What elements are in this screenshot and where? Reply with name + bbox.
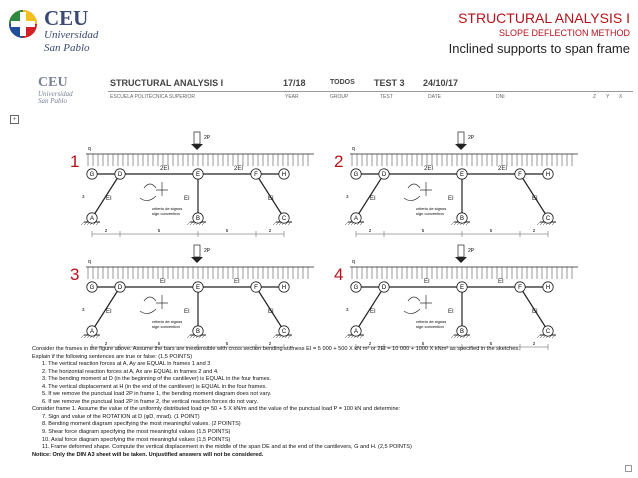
stiffness-label: EI	[106, 196, 112, 202]
exam-x-label: X	[619, 94, 623, 100]
support-hatch	[273, 222, 276, 225]
slide-title: STRUCTURAL ANALYSIS I	[458, 10, 630, 26]
dimension-label: 5	[421, 228, 425, 233]
node-label-C: C	[545, 329, 551, 335]
sign-convention-es: criterio de signos	[416, 206, 447, 211]
exam-test: TEST 3	[374, 78, 405, 88]
dimension-label: 5	[421, 341, 425, 346]
node-label-A: A	[353, 216, 359, 222]
node-label-E: E	[459, 172, 465, 178]
exam-school: ESCUELA POLITÉCNICA SUPERIOR	[110, 94, 196, 100]
question-2: 2. The horizontal reaction forces at A, Ax are EQUAL in frames 2 and 4.	[42, 368, 219, 375]
dimension-label: 5	[157, 228, 161, 233]
support-hatch	[537, 222, 540, 225]
exam-z-label: Z	[593, 94, 597, 100]
frame-number-4: 4	[334, 265, 344, 284]
node-label-A: A	[89, 216, 95, 222]
load-q-label: q	[88, 259, 91, 265]
exam-group-label: GROUP	[330, 94, 349, 100]
question-7: 7. Sign and value of the ROTATION at D (φD, mrad). (1 POINT)	[42, 413, 200, 420]
stiffness-label: 2EI	[160, 166, 170, 172]
org-line2: San Pablo	[44, 41, 90, 54]
frame-1	[78, 130, 348, 242]
stiffness-label: 2EI	[424, 166, 434, 172]
dimension-label: 2	[368, 228, 372, 233]
node-label-E: E	[195, 172, 201, 178]
exam-test-label: TEST	[380, 94, 393, 100]
stiffness-label: EI	[498, 279, 504, 285]
page-indicator-icon[interactable]	[625, 465, 632, 472]
frame-number-2: 2	[334, 152, 344, 171]
support-hatch	[451, 335, 454, 338]
load-q-label: q	[88, 146, 91, 152]
point-load-arrow	[194, 132, 200, 144]
dimension-label: 2	[268, 228, 272, 233]
exam-year: 17/18	[283, 78, 306, 88]
point-load-label: 2P	[204, 135, 211, 141]
frame-sketch	[342, 130, 612, 242]
frame-sketch	[342, 243, 612, 355]
node-label-D: D	[117, 172, 123, 178]
node-label-C: C	[545, 216, 551, 222]
sign-convention-icon	[404, 182, 432, 201]
stiffness-label: EI	[160, 279, 166, 285]
frame-sketch	[78, 243, 348, 355]
question-6: 6. If we remove the punctual load 2P in frame 2, the vertical reaction forces do not vary.	[42, 398, 258, 405]
exam-course: STRUCTURAL ANALYSIS I	[110, 78, 224, 88]
support-hatch	[187, 335, 190, 338]
node-label-A: A	[89, 329, 95, 335]
dimension-label: 2	[368, 341, 372, 346]
dimension-label: 2	[268, 341, 272, 346]
node-label-E: E	[195, 285, 201, 291]
height-label: 3	[82, 194, 85, 199]
frame-number-3: 3	[70, 265, 80, 284]
exam-year-label: YEAR	[285, 94, 299, 100]
questions-intro: Consider the frames in the figure above. Assume the bars are inextensible with cross section bending stiffness EI = 5 000 + 500 X kN m² or 2EI = 10 000 + 1000 X kNm² as specified in the sketches.	[32, 346, 520, 352]
point-load-label: 2P	[468, 135, 475, 141]
node-label-H: H	[545, 172, 551, 178]
stiffness-label: EI	[268, 309, 274, 315]
ceu-logo	[8, 8, 98, 54]
node-label-E: E	[459, 285, 465, 291]
point-load-arrow	[194, 245, 200, 257]
node-label-A: A	[353, 329, 359, 335]
exam-header	[38, 75, 633, 105]
question-11: 11. Frame deformed shape. Compute the vertical displacement in the middle of the span DE and at the end of the cantilevers, G and H. (2,5 POINTS)	[42, 444, 412, 451]
frame-sketch	[78, 130, 348, 242]
stiffness-label: EI	[424, 279, 430, 285]
frame-3	[78, 243, 348, 355]
slide-header	[449, 10, 630, 56]
stiffness-label: EI	[448, 309, 454, 315]
point-load-label: 2P	[468, 248, 475, 254]
exam-logo-short: CEU	[38, 75, 68, 90]
node-label-D: D	[117, 285, 123, 291]
support-hatch	[81, 222, 84, 225]
support-hatch	[537, 335, 540, 338]
node-label-B: B	[195, 216, 201, 222]
node-label-H: H	[281, 172, 287, 178]
frame-2	[342, 130, 612, 242]
exam-logo	[38, 75, 73, 106]
question-4: 4. The vertical displacement at H (in the end of the cantilever) is EQUAL in the four frames.	[42, 383, 267, 390]
support-hatch	[81, 335, 84, 338]
dimension-label: 2	[104, 228, 108, 233]
sign-convention-en: sign convention	[152, 211, 180, 216]
org-line1: Universidad	[44, 29, 99, 41]
point-load-head	[455, 144, 467, 150]
stiffness-label: EI	[370, 309, 376, 315]
ceu-emblem-icon	[8, 9, 38, 39]
point-load-label: 2P	[204, 248, 211, 254]
questions-consider: Consider frame 1. Assume the value of the uniformly distributed load q= 50 + 5 X kN/m and the value of the punctual load P = 100 kN and determine:	[32, 406, 401, 413]
stiffness-label: 2EI	[498, 166, 508, 172]
exam-dni-label: DNI	[496, 94, 505, 100]
sign-convention-icon	[140, 182, 168, 201]
node-label-C: C	[281, 216, 287, 222]
node-label-B: B	[459, 216, 465, 222]
point-load-head	[455, 257, 467, 263]
node-label-G: G	[353, 172, 359, 178]
stiffness-label: EI	[184, 309, 190, 315]
question-1: 1. The vertical reaction forces at A, Ay are EQUAL in frames 1 and 3	[42, 361, 211, 368]
point-load-arrow	[458, 245, 464, 257]
exam-group: TODOS	[330, 79, 355, 86]
expand-icon[interactable]: +	[10, 115, 19, 124]
sign-convention-es: criterio de signos	[152, 206, 183, 211]
node-label-F: F	[254, 172, 258, 178]
node-label-D: D	[381, 172, 387, 178]
sign-convention-es: criterio de signos	[416, 319, 447, 324]
slide-subtitle: SLOPE DEFLECTION METHOD	[498, 28, 630, 38]
support-hatch	[273, 335, 276, 338]
height-label: 3	[82, 307, 85, 312]
node-label-F: F	[518, 172, 522, 178]
support-hatch	[187, 222, 190, 225]
dimension-label: 2	[532, 228, 536, 233]
support-hatch	[345, 335, 348, 338]
node-label-G: G	[89, 285, 95, 291]
node-label-H: H	[281, 285, 287, 291]
height-label: 3	[346, 194, 349, 199]
exam-date: 24/10/17	[423, 78, 459, 88]
stiffness-label: 2EI	[234, 166, 244, 172]
exam-y-label: Y	[606, 94, 610, 100]
question-8: 8. Bending moment diagram specifying the most meaningful values. (2 POINTS)	[42, 421, 241, 428]
question-10: 10. Axial force diagram specifying the most meaningful values (1,5 POINTS)	[42, 436, 231, 443]
slide-topic: Inclined supports to span frame	[448, 41, 630, 56]
stiffness-label: EI	[532, 196, 538, 202]
question-5: 5. If we remove the punctual load 2P in frame 1, the bending moment diagram does not vary.	[42, 391, 272, 398]
exam-date-label: DATE	[428, 94, 441, 100]
load-q-label: q	[352, 146, 355, 152]
support-hatch	[451, 222, 454, 225]
dimension-label: 5	[157, 341, 161, 346]
frame-4	[342, 243, 612, 355]
sign-convention-icon	[140, 295, 168, 314]
node-label-F: F	[254, 285, 258, 291]
org-short: CEU	[44, 6, 89, 30]
dimension-label: 2	[532, 341, 536, 346]
exam-questions	[32, 346, 630, 459]
dimension-label: 5	[225, 228, 229, 233]
sign-convention-icon	[404, 295, 432, 314]
exam-logo-line2: San Pablo	[38, 97, 67, 106]
node-label-B: B	[195, 329, 201, 335]
height-label: 3	[346, 307, 349, 312]
questions-notice: Notice: Only the DIN A3 sheet will be taken. Unjustified answers will not be considered.	[32, 451, 264, 458]
stiffness-label: EI	[268, 196, 274, 202]
support-hatch	[345, 222, 348, 225]
question-9: 9. Shear force diagram specifying the most meaningful values (1,5 POINTS)	[42, 429, 231, 436]
stiffness-label: EI	[532, 309, 538, 315]
stiffness-label: EI	[234, 279, 240, 285]
point-load-head	[191, 144, 203, 150]
sign-convention-es: criterio de signos	[152, 319, 183, 324]
stiffness-label: EI	[370, 196, 376, 202]
stiffness-label: EI	[184, 196, 190, 202]
sign-convention-en: sign convention	[152, 324, 180, 329]
node-label-F: F	[518, 285, 522, 291]
load-q-label: q	[352, 259, 355, 265]
stiffness-label: EI	[448, 196, 454, 202]
dimension-label: 2	[104, 341, 108, 346]
sign-convention-en: sign convention	[416, 211, 444, 216]
question-3: 3. The bending moment at D (in the beginning of the cantilever) is EQUAL in the four frames.	[42, 376, 272, 383]
point-load-arrow	[458, 132, 464, 144]
node-label-B: B	[459, 329, 465, 335]
node-label-D: D	[381, 285, 387, 291]
dimension-label: 5	[225, 341, 229, 346]
dimension-label: 5	[489, 341, 493, 346]
exam-logo-line1: Universidad	[38, 90, 73, 98]
dimension-label: 5	[489, 228, 493, 233]
node-label-C: C	[281, 329, 287, 335]
stiffness-label: EI	[106, 309, 112, 315]
frame-number-1: 1	[70, 152, 80, 171]
node-label-H: H	[545, 285, 551, 291]
node-label-G: G	[89, 172, 95, 178]
node-label-G: G	[353, 285, 359, 291]
exam-header-rule	[108, 91, 633, 92]
sign-convention-en: sign convention	[416, 324, 444, 329]
questions-explain: Explain if the following sentences are true or false: (1,5 POINTS)	[32, 353, 193, 360]
point-load-head	[191, 257, 203, 263]
